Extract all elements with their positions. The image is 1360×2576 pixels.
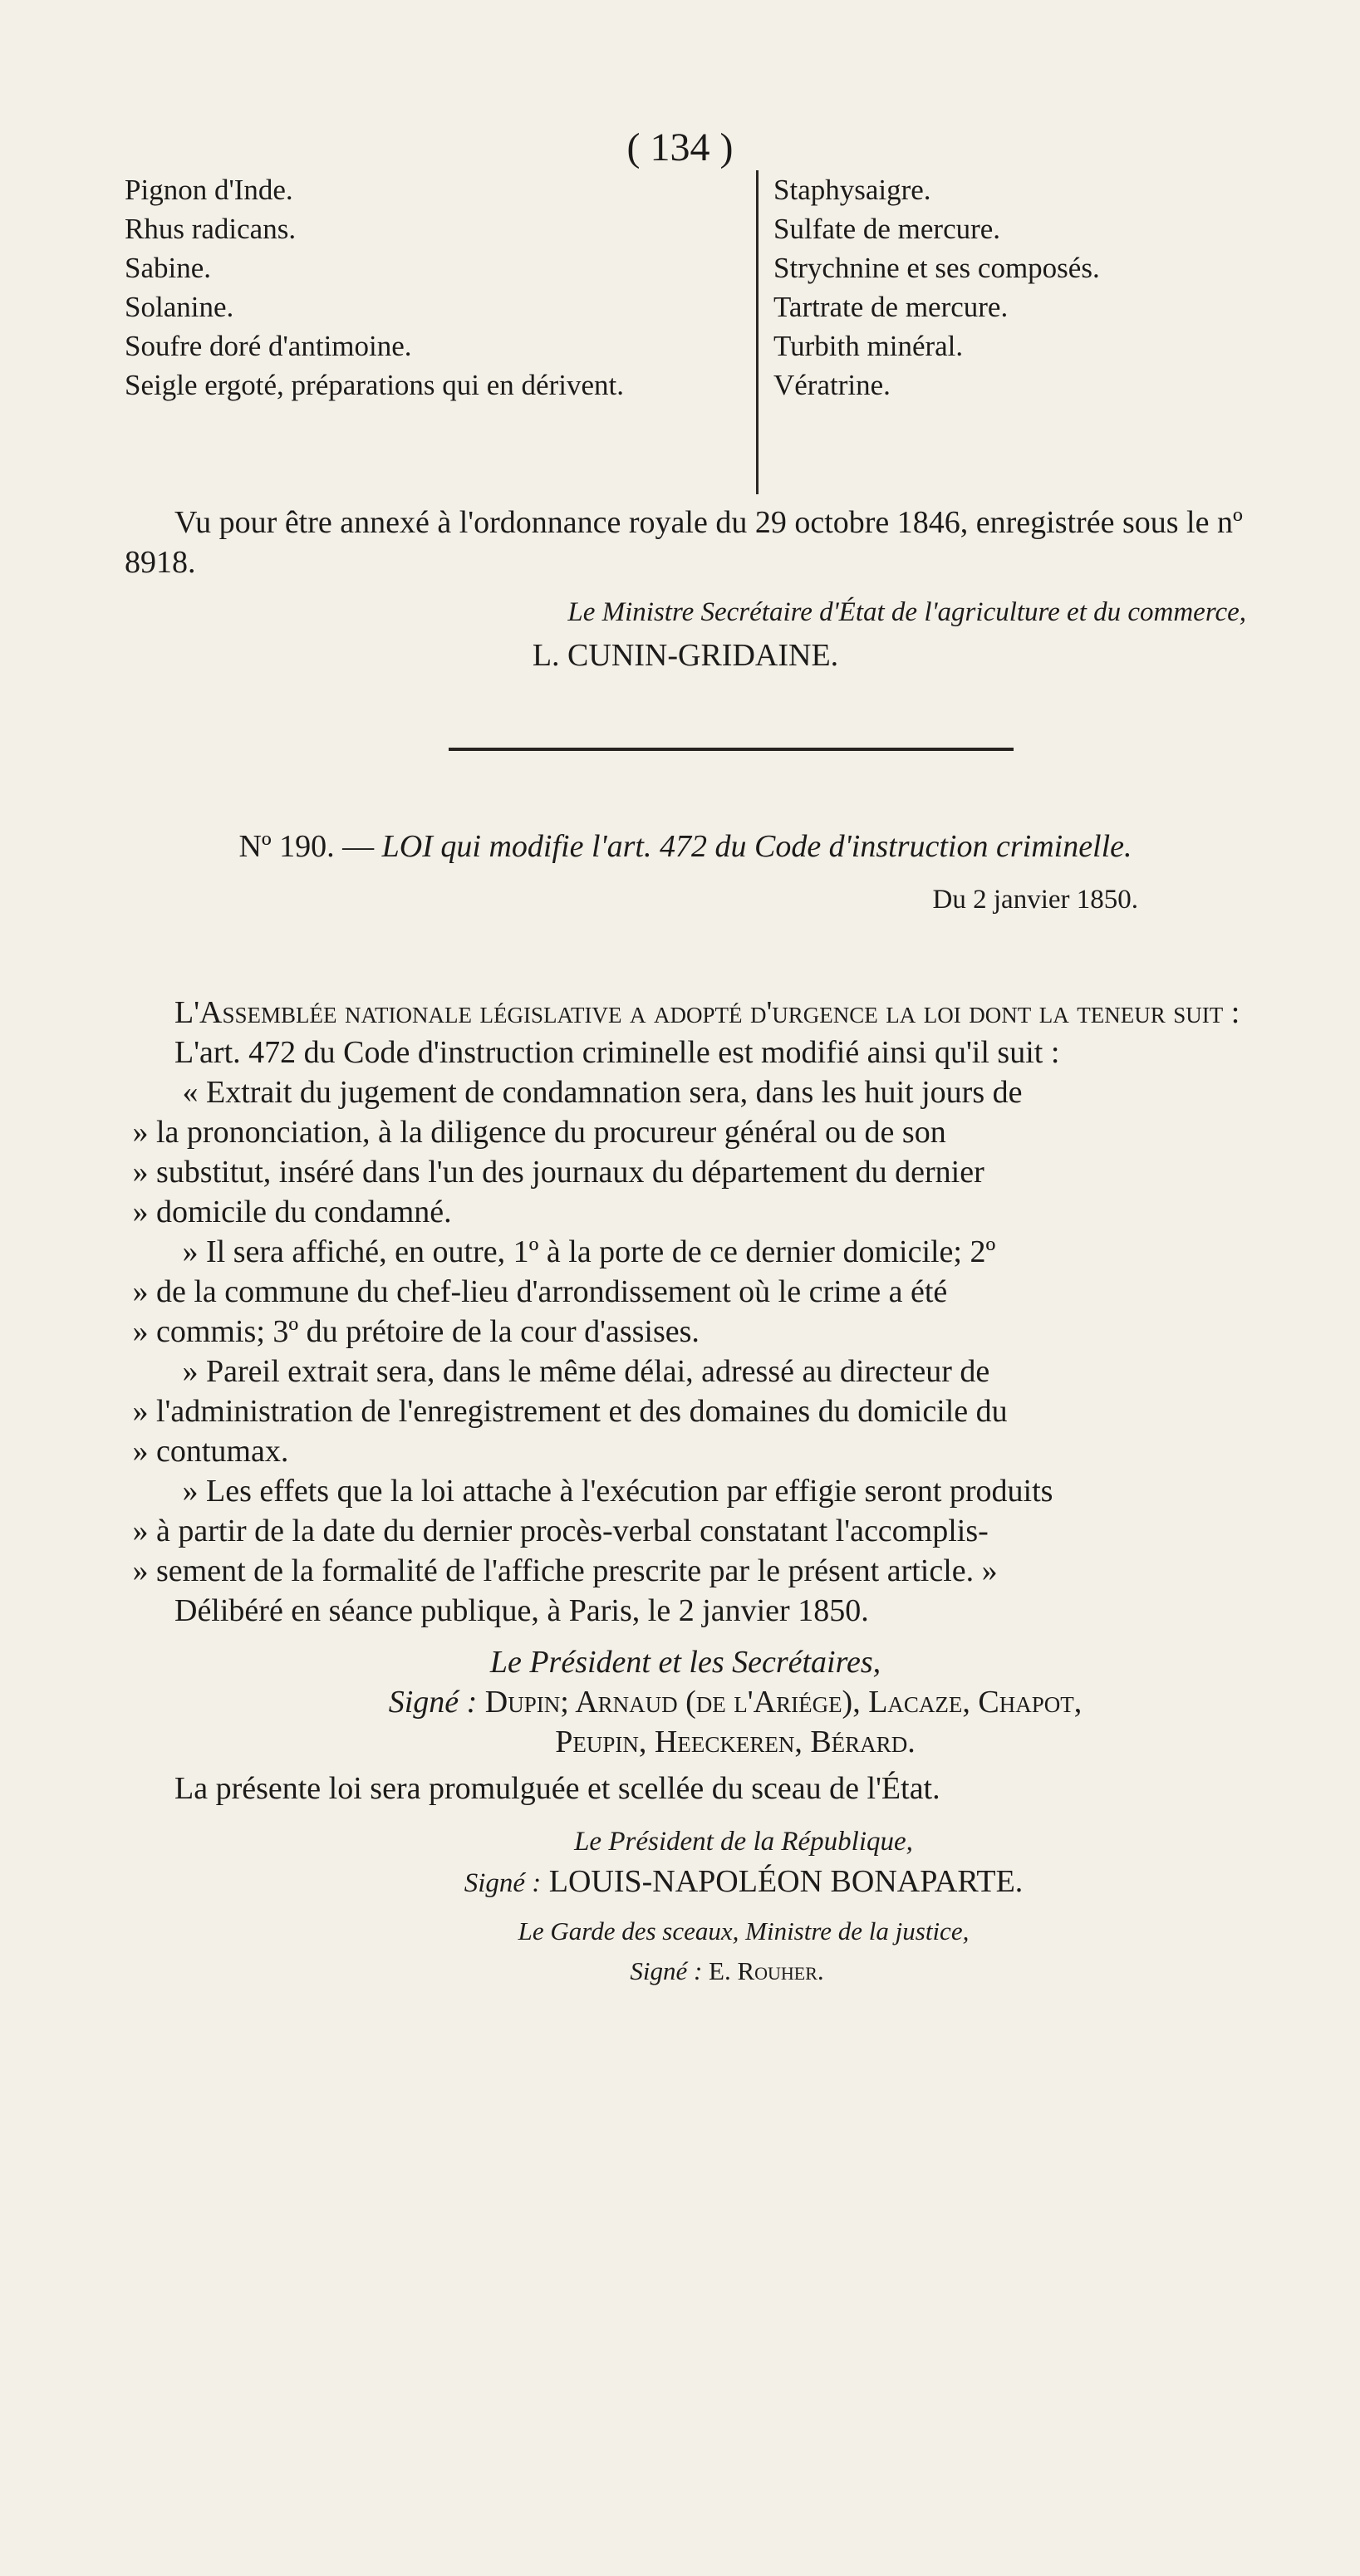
law-header bbox=[125, 827, 1246, 920]
quote-line: » l'administration de l'enregistrement et des domaines du domicile du bbox=[132, 1394, 1008, 1429]
republic-signature-line bbox=[125, 1862, 1246, 1903]
minister-title: Le Ministre Secrétaire d'État de l'agriculture et du commerce, bbox=[567, 597, 1246, 627]
quote-line: » substitut, inséré dans l'un des journaux du département du dernier bbox=[132, 1155, 984, 1190]
list-item: Sulfate de mercure. bbox=[773, 213, 1001, 245]
law-body bbox=[125, 993, 1246, 1991]
page-number: ( 134 ) bbox=[626, 125, 734, 169]
justice-title: Le Garde des sceaux, Ministre de la justice, bbox=[518, 1916, 970, 1945]
justice-signature-line bbox=[125, 1951, 1246, 1991]
annex-statement: Vu pour être annexé à l'ordonnance royale du 29 octobre 1846, enregistrée sous le nº 8918. bbox=[125, 505, 1243, 580]
list-item: Seigle ergoté, préparations qui en dérivent. bbox=[125, 369, 624, 401]
signatories-continued: Peupin, Heeckeren, Bérard. bbox=[555, 1725, 916, 1759]
list-item: Solanine. bbox=[125, 291, 234, 323]
signed-label: Signé : bbox=[464, 1868, 542, 1898]
quote-line: » Pareil extrait sera, dans le même délai, adressé au directeur de bbox=[182, 1354, 990, 1389]
list-item: Staphysaigre. bbox=[773, 174, 931, 206]
quote-line: » domicile du condamné. bbox=[132, 1195, 452, 1229]
list-left-column bbox=[125, 170, 756, 405]
signed-label: Signé : bbox=[630, 1956, 703, 1985]
law-title: LOI qui modifie l'art. 472 du Code d'instruction criminelle. bbox=[381, 829, 1132, 864]
quote-line: » sement de la formalité de l'affiche prescrite par le présent article. » bbox=[132, 1553, 998, 1588]
law-heading bbox=[125, 827, 1246, 866]
deliberation: Délibéré en séance publique, à Paris, le 2 janvier 1850. bbox=[174, 1593, 869, 1628]
list-item: Strychnine et ses composés. bbox=[773, 252, 1100, 284]
list-item: Vératrine. bbox=[773, 369, 891, 401]
quote-line: » de la commune du chef-lieu d'arrondissement où le crime a été bbox=[132, 1274, 948, 1309]
quote-line: « Extrait du jugement de condamnation sera, dans les huit jours de bbox=[182, 1075, 1023, 1110]
president-title: Le Président et les Secrétaires, bbox=[489, 1645, 881, 1680]
quote-line: » à partir de la date du dernier procès-verbal constatant l'accomplis- bbox=[132, 1514, 989, 1548]
minister-name: L. CUNIN-GRIDAINE. bbox=[532, 638, 839, 673]
quote-line: » commis; 3º du prétoire de la cour d'assises. bbox=[132, 1314, 700, 1349]
republic-title: Le Président de la République, bbox=[574, 1827, 913, 1857]
republic-signature: LOUIS-NAPOLÉON BONAPARTE. bbox=[548, 1864, 1024, 1899]
article-intro: L'art. 472 du Code d'instruction criminelle est modifié ainsi qu'il suit : bbox=[174, 1035, 1060, 1070]
signatures bbox=[125, 1682, 1246, 1722]
law-number: Nº 190. — bbox=[238, 829, 375, 864]
quote-line: » contumax. bbox=[132, 1434, 289, 1469]
list-item: Sabine. bbox=[125, 252, 212, 284]
promulgation: La présente loi sera promulguée et scellée du sceau de l'État. bbox=[174, 1771, 940, 1806]
justice-signature: E. Rouher. bbox=[709, 1956, 824, 1985]
section-divider bbox=[449, 748, 1014, 751]
list-item: Turbith minéral. bbox=[773, 330, 964, 362]
signed-label: Signé : bbox=[388, 1685, 478, 1720]
quote-line: » Les effets que la loi attache à l'exécution par effigie seront produits bbox=[182, 1474, 1053, 1509]
signatories: Dupin; Arnaud (de l'Ariége), Lacaze, Chapot, bbox=[484, 1685, 1083, 1720]
quote-line: » Il sera affiché, en outre, 1º à la porte de ce dernier domicile; 2º bbox=[182, 1234, 996, 1269]
list-item: Pignon d'Inde. bbox=[125, 174, 293, 206]
list-item: Soufre doré d'antimoine. bbox=[125, 330, 412, 362]
list-item: Rhus radicans. bbox=[125, 213, 297, 245]
list-right-column bbox=[756, 170, 1230, 494]
annex-section bbox=[125, 503, 1246, 675]
law-date: Du 2 janvier 1850. bbox=[932, 885, 1138, 915]
quote-line: » la prononciation, à la diligence du procureur général ou de son bbox=[132, 1115, 946, 1150]
assembly-intro: L'Assemblée nationale législative a adopté d'urgence la loi dont la teneur suit : bbox=[174, 995, 1240, 1030]
list-item: Tartrate de mercure. bbox=[773, 291, 1009, 323]
